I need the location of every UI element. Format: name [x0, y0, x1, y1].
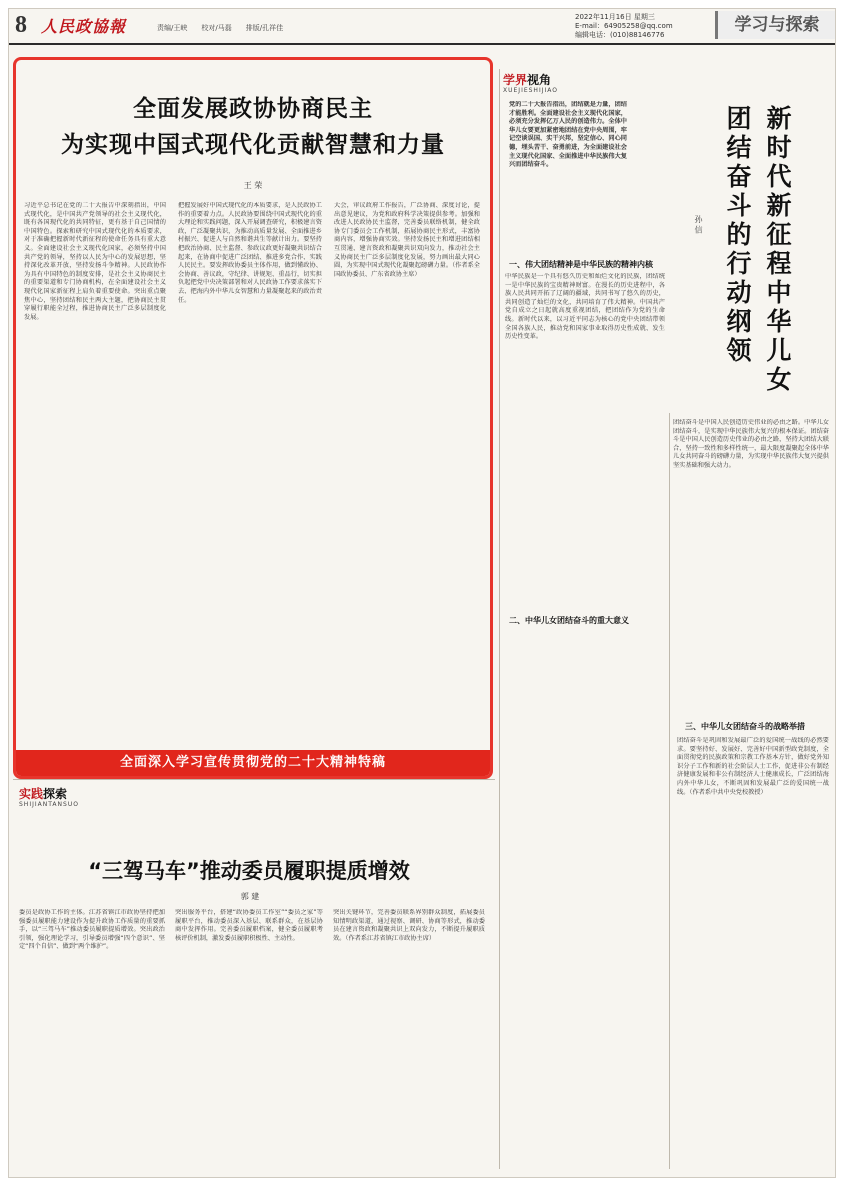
bottom-kicker-sub: SHIJIANTANSUO: [19, 801, 79, 808]
right-column-3: 团结奋斗是中国人民创造历史伟业的必由之路。中华儿女团结奋斗，是实现中华民族伟大复兴的根本保证。团结奋斗是中国人民创造历史伟业的必由之路，坚持大团结大联合，坚持一致性和多样性统一，最大限度凝聚起全体中华儿女共同奋斗的磅礴力量，为实现中华民族伟大复兴提供坚实基础和强大动力。: [673, 419, 829, 469]
section-title: 学习与探索: [715, 11, 836, 39]
right-kicker-red: 学界: [503, 73, 528, 87]
editor-credits: 责编/王峡 校对/马磊 排版/孔祥佳: [157, 24, 284, 32]
right-column-4: 团结奋斗是巩固和发展最广泛的爱国统一战线的必然要求。要坚持好、发展好、完善好中国新型政党制度，全面贯彻党的民族政策和宗教工作基本方针，做好党外知识分子工作和新的社会阶层人士工作，促进非公有制经济健康发展和非公有制经济人士健康成长，广泛团结海内外中华儿女，不断巩固和发展最广泛的爱国统一战线。（作者系中共中央党校教授）: [677, 737, 829, 796]
date-contact-info: [575, 13, 673, 40]
bottom-author: 郭 建: [240, 892, 260, 901]
special-feature-banner: 全面深入学习宣传贯彻党的二十大精神特稿: [16, 750, 490, 776]
issue-date: 2022年11月16日 星期三: [575, 13, 655, 21]
right-title-line1: 新时代新征程中华儿女: [763, 105, 792, 395]
main-title-line1: 全面发展政协协商民主: [133, 96, 373, 122]
bottom-kicker-black: 探索: [43, 787, 68, 801]
right-column-1: 党的二十大报告指出，团结就是力量，团结才能胜利。全面建设社会主义现代化国家，必须充分发挥亿万人民的创造伟力。全体中华儿女要更加紧密地团结在党中央周围，牢记空谈误国、实干兴邦，坚定信心、同心同德，埋头苦干、奋勇前进，为全面建设社会主义现代化国家、全面推进中华民族伟大复兴而团结奋斗。: [509, 101, 627, 169]
right-subhead-2: 二、中华儿女团结奋斗的重大意义: [509, 616, 629, 625]
main-column-1: 习近平总书记在党的二十大报告中深刻指出，中国式现代化，是中国共产党领导的社会主义现代化，既有各国现代化的共同特征，更有基于自己国情的中国特色。探索和研究中国式现代化的本质要求，对于准确把握新时代新征程的使命任务具有重大意义。全面建设社会主义现代化国家，必须坚持中国共产党的领导，坚持以人民为中心的发展思想，坚持深化改革开放，坚持发扬斗争精神。人民政协作为具有中国特色的制度安排，是社会主义协商民主的重要渠道和专门协商机构，在全面建设社会主义现代化国家新征程上肩负着重要使命。突出重点聚焦中心，坚持团结和民主两大主题，把协商民主贯穿履行职能全过程，推进协商民主广泛多层制度化发展。: [24, 202, 166, 321]
right-kicker-black: 视角: [527, 73, 552, 87]
right-subhead-3: 三、中华儿女团结奋斗的战略举措: [685, 722, 805, 731]
main-column-3: 大会，审议政府工作报告，广泛协商、深度讨论，提出意见建议，为党和政府科学决策提供参考。加强和改进人民政协民主监督，完善委员联络机制，健全政协专门委员会工作机制，拓展协商民主形式，丰富协商内容，增强协商实效。坚持发扬民主和增进团结相互贯通、建言资政和凝聚共识双向发力，推动社会主义协商民主广泛多层制度化发展，努力画出最大同心圆，为实现中国式现代化凝聚起磅礴力量。（作者系全国政协委员、广东省政协主席）: [334, 202, 480, 278]
right-kicker-sub: XUEJIESHIJIAO: [503, 87, 558, 94]
newspaper-page: [8, 8, 836, 1178]
column-divider: [499, 69, 500, 1169]
section-divider: [13, 779, 495, 780]
right-author: 孙 信: [694, 215, 703, 234]
bottom-kicker-red: 实践: [19, 787, 44, 801]
main-column-2: 把握发展好中国式现代化的本质要求，是人民政协工作的重要着力点。人民政协要围绕中国式现代化的重大理论和实践问题，深入开展调查研究，积极建言资政，广泛凝聚共识，为推动高质量发展、全面推进乡村振兴、促进人与自然和谐共生等献计出力。要坚持把政治协商、民主监督、参政议政更好凝聚共识结合起来，在协商中促进广泛团结、推进多党合作、实践人民民主。要发挥政协委员主体作用，做到懂政协、会协商、善议政，守纪律、讲规矩、重品行，切实担负起把党中央决策部署和对人民政协工作要求落实下去、把海内外中华儿女智慧和力量凝聚起来的政治责任。: [178, 202, 322, 304]
main-author: 王 荣: [243, 181, 263, 190]
right-subhead-1: 一、伟大团结精神是中华民族的精神内核: [509, 260, 653, 269]
bottom-title: “三驾马车”推动委员履职提质增效: [88, 859, 410, 883]
page-number: 8: [15, 12, 27, 38]
bottom-column-1: 委员是政协工作的主体。江苏省镇江市政协坚持把加强委员履职能力建设作为提升政协工作质量的重要抓手，以“三驾马车”推动委员履职提质增效。突出政治引领，强化理论学习，引导委员增强“四个意识”、坚定“四个自信”、做到“两个维护”。: [19, 909, 165, 951]
masthead: [9, 9, 835, 45]
bottom-column-3: 突出关键环节，完善委员联系界别群众制度，拓展委员知情明政渠道，通过视察、调研、协商等形式，推动委员在建言资政和凝聚共识上双向发力，不断提升履职质效。（作者系江苏省镇江市政协主席）: [333, 909, 485, 942]
newspaper-logo: 人民政協報: [41, 17, 127, 36]
right-kicker: [503, 71, 551, 88]
right-title-line2: 团结奋斗的行动纲领: [723, 105, 752, 366]
main-title-line2: 为实现中国式现代化贡献智慧和力量: [61, 132, 445, 158]
right-column-2: 中华民族是一个具有悠久历史和灿烂文化的民族，团结统一是中华民族的宝贵精神财富。在漫长的历史进程中，各族人民共同开拓了辽阔的疆域，共同书写了悠久的历史，共同创造了灿烂的文化，共同培育了伟大精神。中国共产党自成立之日起就高度重视团结，把团结作为党的生命线。新时代以来，以习近平同志为核心的党中央团结带领全国各族人民，推动党和国家事业取得历史性成就、发生历史性变革。: [505, 273, 665, 341]
contact-email: E-mail：64905258@qq.com: [575, 22, 673, 30]
main-article: [13, 57, 493, 779]
bottom-column-2: 突出服务平台，搭建“政协委员工作室”“委员之家”等履职平台，推动委员深入基层、联系群众，在基层协商中发挥作用。完善委员履职档案，健全委员履职考核评价机制，激发委员履职积极性、主动性。: [175, 909, 323, 942]
right-column-divider: [669, 413, 670, 1169]
contact-phone: 编辑电话：(010)88146776: [575, 31, 665, 39]
bottom-kicker: [19, 785, 67, 802]
